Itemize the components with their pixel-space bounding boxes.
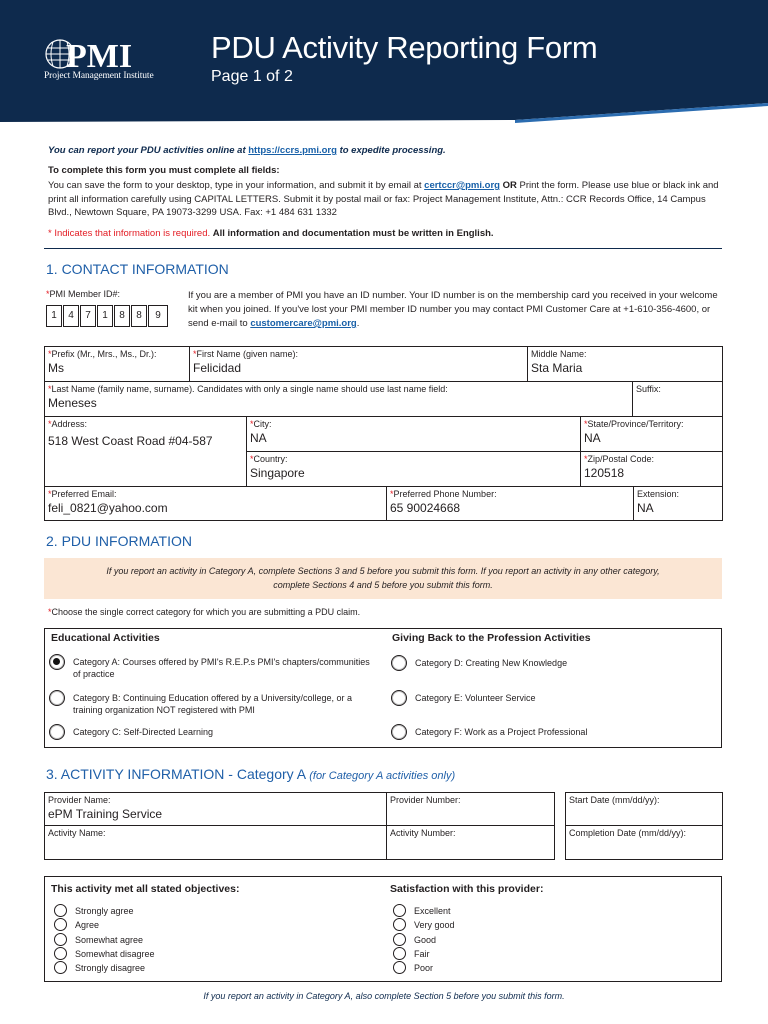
radio-icon[interactable] [391, 690, 407, 706]
city-field[interactable]: *City: NA [246, 416, 581, 452]
objective-option[interactable]: Somewhat disagree [54, 948, 155, 960]
org-name: Project Management Institute [44, 71, 154, 81]
category-a-option[interactable]: Category A: Courses offered by PMI's R.E.P.s PMI's chapters/communities of practice [49, 656, 379, 680]
extension-field[interactable]: Extension: NA [633, 486, 723, 521]
category-d-option[interactable]: Category D: Creating New Knowledge [391, 657, 711, 671]
ccrs-link[interactable]: https://ccrs.pmi.org [248, 145, 337, 156]
radio-icon[interactable] [49, 690, 65, 706]
radio-selected-icon[interactable] [49, 654, 65, 670]
objectives-heading: This activity met all stated objectives: [51, 883, 240, 895]
radio-icon[interactable] [49, 724, 65, 740]
radio-icon[interactable] [393, 904, 406, 917]
first-name-field[interactable]: *First Name (given name): Felicidad [189, 346, 528, 382]
pmi-logo-text: PMI [66, 38, 133, 75]
member-id-help: If you are a member of PMI you have an ID number. Your ID number is on the membership card you received in your welcome kit when you joined. If you've lost your PMI member ID number you may contact PMI Customer Care at +1-610-356-4600, or send e-mail to customercare@pmi.org. [188, 290, 718, 329]
radio-icon[interactable] [54, 933, 67, 946]
member-id-digit[interactable]: 1 [97, 305, 113, 327]
category-b-option[interactable]: Category B: Continuing Education offered by a University/college, or a training organization NOT registered with PMI [49, 692, 379, 716]
radio-icon[interactable] [54, 947, 67, 960]
category-e-option[interactable]: Category E: Volunteer Service [391, 692, 711, 706]
satisfaction-option[interactable]: Good [393, 934, 436, 946]
start-date-field[interactable]: Start Date (mm/dd/yy): [565, 792, 723, 826]
section-pdu-heading: 2. PDU INFORMATION [46, 533, 192, 549]
middle-name-field[interactable]: Middle Name: Sta Maria [527, 346, 723, 382]
page-number: Page 1 of 2 [211, 68, 293, 85]
instructions-text: You can save the form to your desktop, type in your information, and submit it by email at certccr@pmi.org OR Print the form. Please use blue or black ink and print all information carefully using CAPITAL LETTERS. Submit it by postal mail or fax: Project Management Institute, Attn.: CCR Records Office, 14 Campus Blvd., Newtown Square, PA 19073-3299 USA. Fax: +1 484 631 1332 [48, 180, 719, 218]
satisfaction-option[interactable]: Very good [393, 919, 455, 931]
member-id-digit[interactable]: 4 [63, 305, 79, 327]
choose-category-label: *Choose the single correct category for which you are submitting a PDU claim. [48, 607, 361, 617]
objective-option[interactable]: Agree [54, 919, 99, 931]
pdu-instructions-banner: If you report an activity in Category A, complete Sections 3 and 5 before you submit this form. If you report an activity in any other category, complete Sections 4 and 5 before you submit this form. [44, 558, 722, 599]
address-field[interactable]: *Address: 518 West Coast Road #04-587 [44, 416, 247, 487]
activity-name-field[interactable]: Activity Name: [44, 825, 387, 860]
online-note: You can report your PDU activities online at https://ccrs.pmi.org to expedite processing. [48, 145, 446, 156]
section-activity-heading: 3. ACTIVITY INFORMATION - Category A (for Category A activities only) [46, 766, 456, 782]
category-c-option[interactable]: Category C: Self-Directed Learning [49, 726, 379, 740]
member-id-digit[interactable]: 7 [80, 305, 96, 327]
radio-icon[interactable] [391, 655, 407, 671]
member-id-digit[interactable]: 1 [46, 305, 62, 327]
footer-note: If you report an activity in Category A, also complete Section 5 before you submit this form. [203, 991, 565, 1001]
objective-option[interactable]: Strongly agree [54, 905, 134, 917]
header-swoosh [0, 100, 768, 125]
activity-number-field[interactable]: Activity Number: [386, 825, 555, 860]
provider-name-field[interactable]: Provider Name: ePM Training Service [44, 792, 387, 826]
radio-icon[interactable] [393, 961, 406, 974]
member-id-label: *PMI Member ID#: [46, 289, 121, 299]
provider-number-field[interactable]: Provider Number: [386, 792, 555, 826]
section-contact-heading: 1. CONTACT INFORMATION [46, 261, 229, 277]
educational-heading: Educational Activities [51, 632, 160, 644]
satisfaction-option[interactable]: Excellent [393, 905, 451, 917]
prefix-field[interactable]: *Prefix (Mr., Mrs., Ms., Dr.): Ms [44, 346, 190, 382]
category-f-option[interactable]: Category F: Work as a Project Professional [391, 726, 711, 740]
completion-date-field[interactable]: Completion Date (mm/dd/yy): [565, 825, 723, 860]
state-field[interactable]: *State/Province/Territory: NA [580, 416, 723, 452]
zip-field[interactable]: *Zip/Postal Code: 120518 [580, 451, 723, 487]
objective-option[interactable]: Somewhat agree [54, 934, 143, 946]
radio-icon[interactable] [393, 918, 406, 931]
certccr-email-link[interactable]: certccr@pmi.org [424, 180, 500, 191]
satisfaction-option[interactable]: Poor [393, 962, 433, 974]
instructions-heading: To complete this form you must complete all fields: [48, 165, 280, 176]
member-id-digit[interactable]: 8 [114, 305, 130, 327]
country-field[interactable]: *Country: Singapore [246, 451, 581, 487]
customercare-email-link[interactable]: customercare@pmi.org [250, 318, 357, 329]
member-id-digit[interactable]: 8 [131, 305, 147, 327]
phone-field[interactable]: *Preferred Phone Number: 65 90024668 [386, 486, 634, 521]
satisfaction-option[interactable]: Fair [393, 948, 430, 960]
radio-icon[interactable] [393, 933, 406, 946]
radio-icon[interactable] [393, 947, 406, 960]
page-title: PDU Activity Reporting Form [211, 30, 598, 65]
satisfaction-heading: Satisfaction with this provider: [390, 883, 544, 895]
radio-icon[interactable] [54, 918, 67, 931]
suffix-field[interactable]: Suffix: [632, 381, 723, 417]
giving-back-heading: Giving Back to the Profession Activities [392, 632, 591, 644]
member-id-digit[interactable]: 9 [148, 305, 168, 327]
email-field[interactable]: *Preferred Email: feli_0821@yahoo.com [44, 486, 387, 521]
objective-option[interactable]: Strongly disagree [54, 962, 145, 974]
divider [44, 248, 722, 249]
radio-icon[interactable] [54, 961, 67, 974]
last-name-field[interactable]: *Last Name (family name, surname). Candidates with only a single name should use last name field: Meneses [44, 381, 633, 417]
radio-icon[interactable] [391, 724, 407, 740]
radio-icon[interactable] [54, 904, 67, 917]
required-note: * Indicates that information is required. All information and documentation must be written in English. [48, 228, 494, 239]
